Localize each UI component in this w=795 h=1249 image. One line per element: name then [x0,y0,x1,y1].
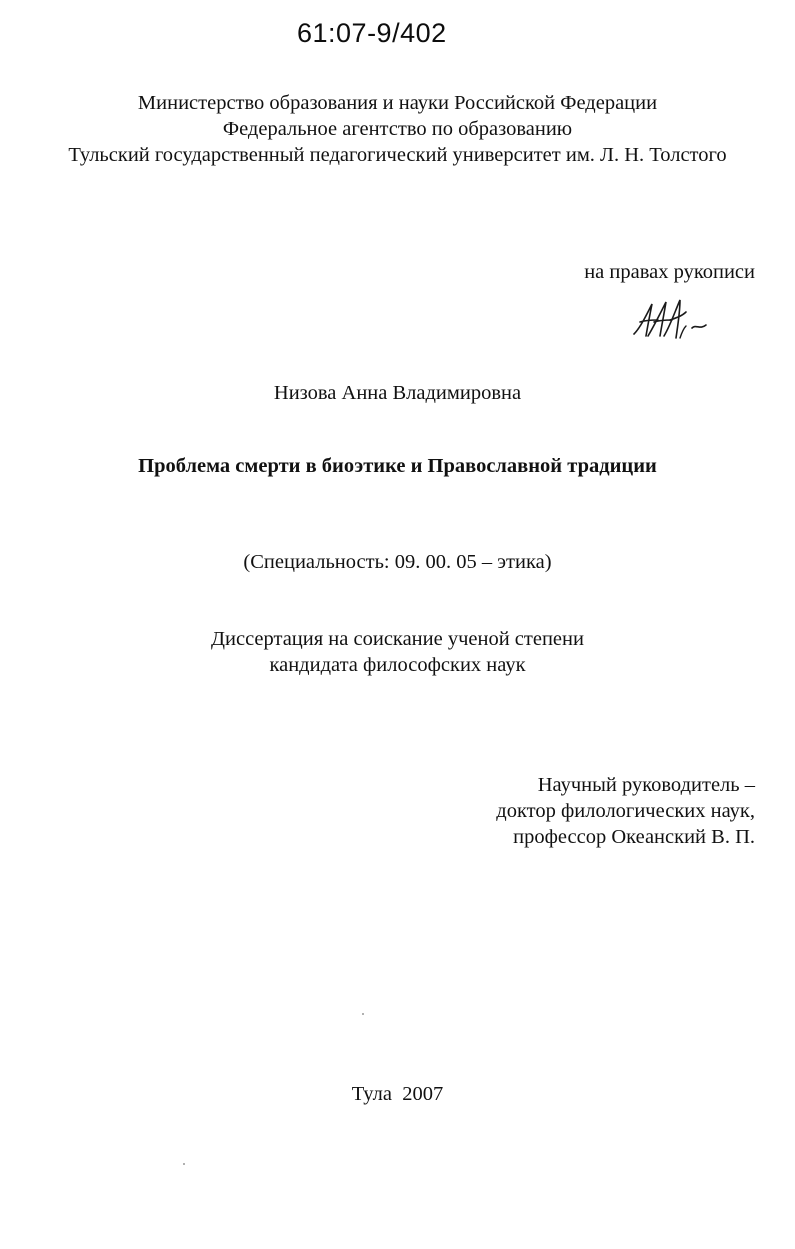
agency-line: Федеральное агентство по образованию [222,118,573,140]
degree-statement [0,626,795,678]
dissertation-title: Проблема смерти в биоэтике и Православной традиции [138,455,657,477]
advisor-role: Научный руководитель – [537,774,755,796]
city-and-year: Тула 2007 [351,1083,444,1105]
degree-line-1: Диссертация на соискание ученой степени [211,628,584,650]
university-line: Тульский государственный педагогический университет им. Л. Н. Толстого [68,144,727,166]
institution-header [0,90,795,168]
advisor-name: профессор Океанский В. П. [513,826,755,848]
specialty-line: (Специальность: 09. 00. 05 – этика) [243,551,552,573]
author-signature [630,298,710,344]
ministry-line: Министерство образования и науки Российской Федерации [137,92,658,114]
scan-speck [183,1163,185,1165]
scan-speck [362,1013,364,1015]
archive-stamp-code: 61:07-9/402 [297,18,447,48]
advisor-degree: доктор филологических наук, [496,800,755,822]
manuscript-rights-note: на правах рукописи [584,261,755,283]
degree-line-2: кандидата философских наук [269,654,526,676]
author-name: Низова Анна Владимировна [273,382,522,404]
scientific-advisor-block [496,772,755,850]
